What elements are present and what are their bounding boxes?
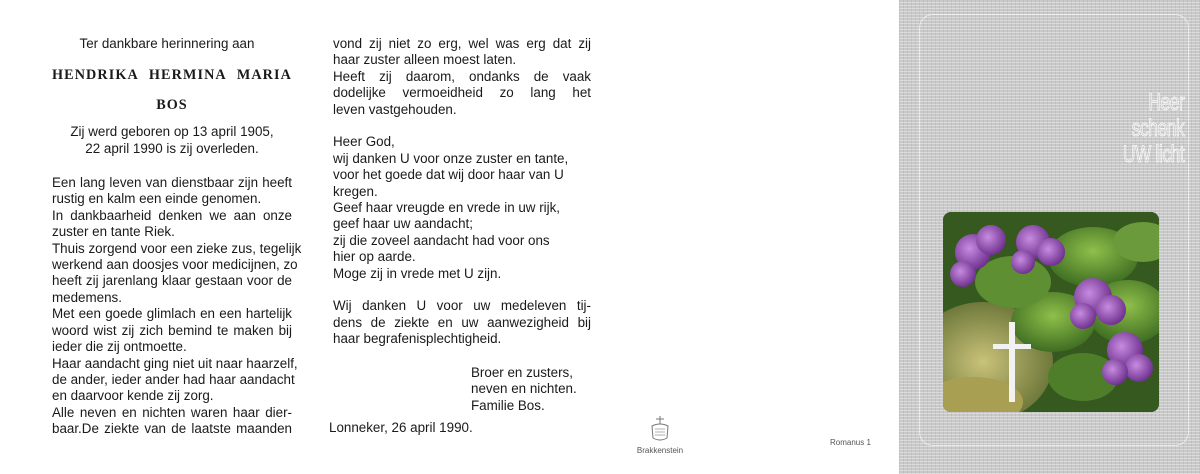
continuation-line: haar zuster alleen moest laten. <box>333 52 517 68</box>
tribute-line: zuster en tante Riek. <box>52 224 175 240</box>
violet-flowers-photo <box>943 212 1159 412</box>
tribute-line: rustig en kalm een einde genomen. <box>52 191 262 207</box>
tribute-line: Met een goede glimlach en een hartelijk <box>52 306 292 322</box>
tribute-line: ieder die zij ontmoette. <box>52 339 187 355</box>
signature-line: Broer en zusters, <box>471 365 573 380</box>
deceased-given-names: HENDRIKA HERMINA MARIA <box>52 67 292 84</box>
printer-emblem-icon <box>647 414 673 444</box>
prayer-line: geef haar uw aandacht; <box>333 216 473 232</box>
tribute-line: In dankbaarheid denken we aan onze <box>52 207 292 223</box>
tribute-line: Haar aandacht ging niet uit naar haarzelf, <box>52 355 298 371</box>
death-line: 22 april 1990 is zij overleden. <box>85 140 259 156</box>
tribute-text <box>52 175 302 438</box>
middle-column <box>333 36 591 348</box>
thanks-line: haar begrafenisplechtigheid. <box>333 331 502 347</box>
birth-line: Zij werd geboren op 13 april 1905, <box>70 124 274 140</box>
verse-line: UW licht <box>1122 141 1184 168</box>
tribute-line: werkend aan doosjes voor medicijnen, zo <box>52 257 298 273</box>
intro-line: Ter dankbare herinnering aan <box>79 36 255 51</box>
prayer-line: Geef haar vreugde en vrede in uw rijk, <box>333 200 561 216</box>
tribute-line: en daarvoor kende zij zorg. <box>52 388 214 404</box>
verse-line: Heer <box>1147 89 1184 116</box>
life-dates <box>52 124 292 157</box>
tribute-line: woord wist zij zich bemind te maken bij <box>52 322 292 338</box>
place-and-date: Lonneker, 26 april 1990. <box>329 420 473 435</box>
tribute-line: Een lang leven van dienstbaar zijn heeft <box>52 175 292 191</box>
left-column <box>52 36 302 438</box>
cover-verse <box>1123 90 1184 168</box>
verse-line: schenk <box>1131 115 1184 142</box>
printer-logo <box>630 414 690 455</box>
tribute-line: Thuis zorgend voor een zieke zus, tegelijk <box>52 240 302 256</box>
signature-line: Familie Bos. <box>471 397 545 413</box>
tribute-line: baar.De ziekte van de laatste maanden <box>52 421 292 437</box>
card-cover <box>899 0 1200 474</box>
printer-name: Brakkenstein <box>636 446 684 455</box>
tribute-line: medemens. <box>52 289 122 305</box>
prayer-line: Moge zij in vrede met U zijn. <box>333 265 502 281</box>
thanks-line: Wij danken U voor uw medeleven tij- <box>333 298 591 314</box>
signature-line: neven en nichten. <box>471 381 577 397</box>
prayer-line: kregen. <box>333 183 378 199</box>
prayer-line: hier op aarde. <box>333 249 416 265</box>
tribute-line: de ander, ieder ander had haar aandacht <box>52 371 295 387</box>
prayer-line: voor het goede dat wij door haar van U <box>333 167 564 183</box>
prayer-line: zij die zoveel aandacht had voor ons <box>333 232 550 248</box>
thanks-line: dens de ziekte en uw aanwezigheid bij <box>333 314 591 330</box>
continuation-line: Heeft zij daarom, ondanks de vaak <box>333 68 591 84</box>
prayer-line: Heer God, <box>333 134 395 150</box>
continuation-line: leven vastgehouden. <box>333 101 457 117</box>
continuation-line: vond zij niet zo erg, wel was erg dat zij <box>333 36 591 51</box>
deceased-surname: BOS <box>156 96 188 113</box>
family-signature <box>471 365 577 414</box>
tribute-line: heeft zij jarenlang klaar gestaan voor de <box>52 273 292 289</box>
continuation-line: dodelijke vermoeidheid zo lang het <box>333 85 591 101</box>
card-series: Romanus 1 <box>830 438 871 447</box>
prayer-line: wij danken U voor onze zuster en tante, <box>333 150 569 166</box>
tribute-line: Alle neven en nichten waren haar dier- <box>52 404 292 420</box>
